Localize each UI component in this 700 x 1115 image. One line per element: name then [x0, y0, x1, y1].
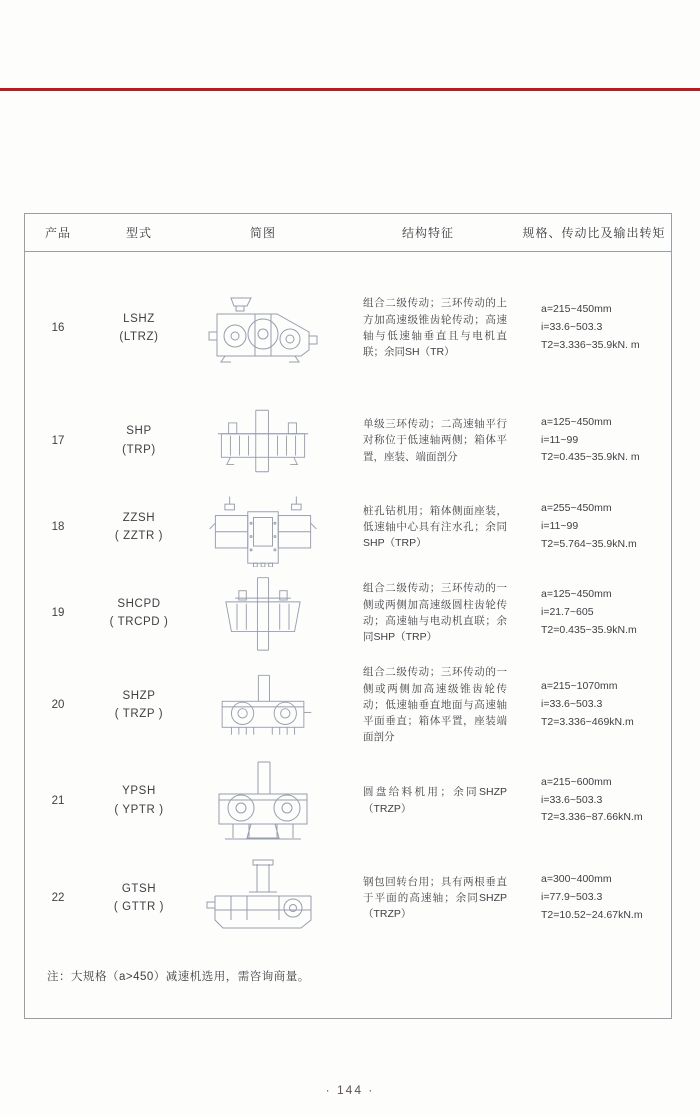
model-code-main: YPSH — [122, 785, 156, 798]
spec-torque: T2=0.435~35.9kN.m — [541, 623, 637, 636]
spec-center-distance: a=125~450mm — [541, 415, 612, 428]
model-code — [91, 310, 187, 347]
top-accent-rule — [0, 88, 700, 91]
table-row — [25, 846, 671, 950]
specs-text — [517, 871, 671, 925]
shzp-gearbox-diagram — [187, 666, 339, 744]
model-code-alt: (LTRZ) — [119, 331, 159, 343]
model-code-alt: ( GTTR ) — [113, 901, 165, 913]
spec-ratio: i=33.6~503.3 — [541, 698, 603, 711]
model-code-main: SHZP — [122, 689, 156, 702]
model-code — [91, 687, 187, 724]
spec-center-distance: a=215~600mm — [541, 775, 612, 788]
table-row — [25, 755, 671, 846]
spec-ratio: i=77.9~503.3 — [541, 891, 603, 904]
model-code — [91, 782, 187, 819]
zzsh-gearbox-diagram — [187, 487, 339, 567]
model-code-main: SHCPD — [117, 597, 161, 610]
ypsh-gearbox-diagram — [187, 758, 339, 844]
spec-center-distance: a=215~1070mm — [541, 680, 618, 693]
spec-torque: T2=10.52~24.67kN.m — [541, 908, 643, 921]
model-code — [91, 880, 187, 917]
spec-torque: T2=3.336~469kN.m — [541, 715, 634, 728]
model-code-alt: ( YPTR ) — [114, 803, 164, 816]
table-row — [25, 483, 671, 571]
model-code-main: SHP — [126, 425, 152, 438]
model-code — [91, 595, 187, 632]
spec-torque: T2=3.336~87.66kN.m — [541, 811, 643, 824]
model-code-main: ZZSH — [122, 511, 156, 524]
model-code-alt: ( ZZTR ) — [114, 530, 164, 542]
shp-gearbox-diagram — [187, 403, 339, 479]
features-text: 桩孔钻机用；箱体侧面座装，低速轴中心具有注水孔；余同SHP（TRP） — [363, 504, 507, 550]
header-features: 结构特征 — [401, 226, 454, 240]
product-number: 21 — [51, 794, 65, 807]
lshz-gearbox-diagram — [187, 286, 339, 370]
spec-torque: T2=3.336~35.9kN. m — [541, 338, 640, 351]
model-code-main: LSHZ — [123, 312, 155, 325]
spec-center-distance: a=255~450mm — [541, 502, 612, 515]
product-number: 22 — [51, 892, 65, 904]
spec-center-distance: a=300~400mm — [541, 873, 612, 886]
features-text: 组合二级传动；三环传动的上方加高速级锥齿轮传动；高速轴与低速轴垂直且与电机直联；余同SH（TR） — [363, 297, 507, 359]
product-number: 17 — [51, 434, 65, 447]
product-table — [24, 213, 672, 1019]
specs-text — [517, 301, 671, 355]
header-model: 型式 — [125, 226, 152, 240]
header-specs: 规格、传动比及输出转矩 — [522, 226, 666, 240]
model-code-main: GTSH — [121, 882, 157, 895]
model-code-alt: (TRP) — [122, 443, 156, 456]
table-row — [25, 252, 671, 398]
features-text: 钢包回转台用；具有两根垂直于平面的高速轴；余同SHZP（TRZP） — [363, 875, 507, 921]
spec-ratio: i=11~99 — [541, 433, 579, 446]
specs-text — [517, 414, 671, 468]
table-footnote: 注：大规格（a>450）减速机选用，需咨询商量。 — [47, 971, 310, 983]
features-text: 单级三环传动；二高速轴平行对称位于低速轴两侧；箱体平置，座装、端面剖分 — [363, 418, 507, 463]
gtsh-gearbox-diagram — [187, 856, 339, 940]
spec-ratio: i=33.6~503.3 — [541, 793, 603, 806]
features-text: 组合二级传动；三环传动的一侧或两侧加高速级锥齿轮传动；低速轴垂直地面与高速轴平面垂直；箱体平置，座装端面剖分 — [363, 666, 507, 744]
features-text: 组合二级传动；三环传动的一侧或两侧加高速级圆柱齿轮传动；高速轴与电动机直联；余同SHP（TRP） — [363, 582, 507, 644]
table-row — [25, 571, 671, 655]
spec-ratio: i=21.7~605 — [541, 606, 594, 619]
spec-ratio: i=33.6~503.3 — [541, 321, 603, 334]
spec-torque: T2=0.435~35.9kN. m — [541, 451, 640, 464]
page-number: · 144 · — [325, 1083, 375, 1097]
spec-torque: T2=5.764~35.9kN.m — [541, 537, 637, 550]
spec-center-distance: a=125~450mm — [541, 588, 612, 601]
spec-ratio: i=11~99 — [541, 520, 579, 533]
spec-center-distance: a=215~450mm — [541, 303, 612, 316]
shcpd-gearbox-diagram — [187, 574, 339, 652]
header-product: 产品 — [44, 226, 71, 240]
product-number: 16 — [51, 322, 65, 334]
header-diagram: 简图 — [249, 226, 276, 240]
specs-text — [517, 774, 671, 828]
table-header-row — [25, 214, 671, 252]
model-code — [91, 422, 187, 459]
product-number: 19 — [51, 607, 65, 619]
specs-text — [517, 586, 671, 640]
features-text: 圆盘给料机用；余同SHZP（TRZP） — [363, 786, 507, 815]
product-number: 20 — [51, 699, 65, 711]
table-row — [25, 655, 671, 755]
model-code-alt: ( TRCPD ) — [109, 616, 169, 628]
specs-text — [517, 678, 671, 732]
specs-text — [517, 500, 671, 554]
table-row — [25, 398, 671, 483]
product-number: 18 — [51, 521, 65, 533]
model-code-alt: ( TRZP ) — [114, 708, 164, 720]
model-code — [91, 509, 187, 546]
